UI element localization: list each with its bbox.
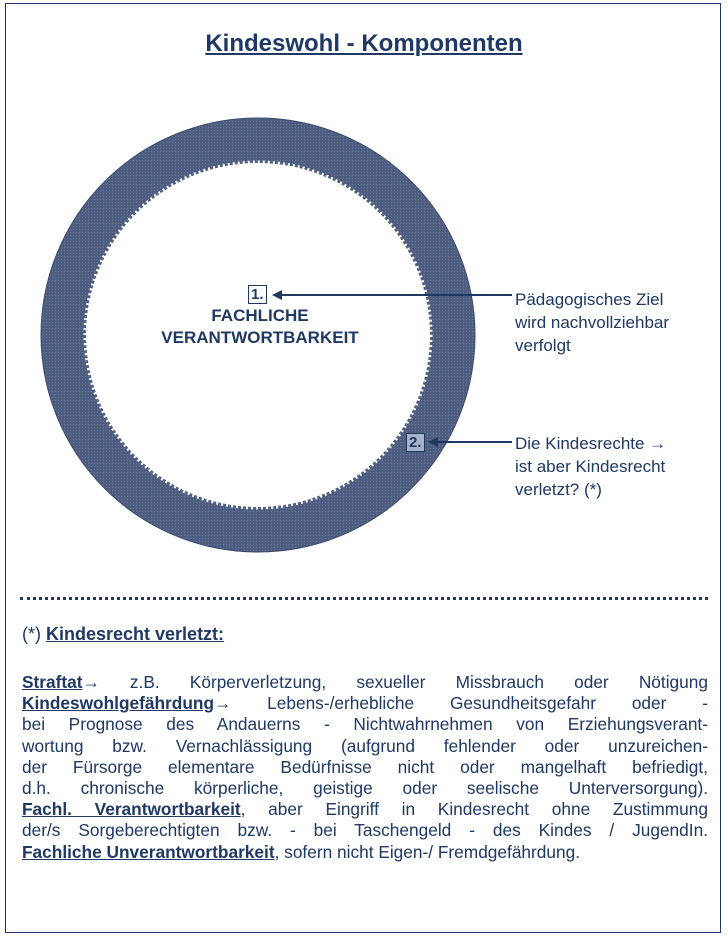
center-label-line1: FACHLICHE	[211, 306, 309, 325]
term-fachliche-unverantwortbarkeit: Fachliche Unverantwortbarkeit	[22, 841, 275, 862]
text-line-5: der Fürsorge elementare Bedürfnisse nicht oder mangelhaft befriedigt,	[22, 756, 708, 777]
center-label-line2: VERANTWORTBARKEIT	[161, 328, 359, 347]
page-title: Kindeswohl - Komponenten	[205, 30, 523, 57]
center-badge: 1.	[248, 285, 267, 304]
term-straftat: Straftat	[22, 672, 83, 692]
annotation-2-line2: ist aber Kindesrecht	[515, 457, 666, 476]
definition-fachliche-unverantwortbarkeit-text: , sofern nicht Eigen-/ Fremdgefährdung.	[274, 841, 581, 862]
annotation-kindesrechte	[515, 432, 666, 501]
annotation-2-line1: Die Kindesrechte →	[515, 434, 667, 453]
footnote-prefix: (*)	[22, 624, 46, 644]
definition-kindeswohlgefaehrdung	[22, 693, 708, 714]
annotation-2-line3: verletzt? (*)	[515, 480, 602, 499]
annotation-1-line1: Pädagogisches Ziel	[515, 290, 664, 309]
dotted-divider	[20, 597, 708, 600]
text-line-3: bei Prognose des Andauerns - Nichtwahrnehmen von Erziehungsverant-	[22, 714, 708, 735]
annotation-1-line3: verfolgt	[515, 336, 571, 355]
definition-fachl-verantwortbarkeit-text: , aber Eingriff in Kindesrecht ohne Zustimmung	[240, 799, 708, 820]
ring-badge: 2.	[406, 433, 425, 452]
definition-straftat-text: → z.B. Körperverletzung, sexueller Missbrauch oder Nötigung	[82, 672, 708, 692]
definition-kindeswohlgefaehrdung-text: → Lebens-/erhebliche Gesundheitsgefahr oder -	[214, 693, 708, 714]
text-line-6: d.h. chronische körperliche, geistige oder seelische Unterversorgung).	[22, 778, 708, 799]
center-label	[130, 305, 390, 349]
definition-fachl-verantwortbarkeit	[22, 799, 708, 820]
text-line-8: der/s Sorgeberechtigten bzw. - bei Taschengeld - des Kindes / JugendIn.	[22, 820, 708, 841]
term-fachl-verantwortbarkeit: Fachl. Verantwortbarkeit	[22, 799, 241, 820]
definition-straftat	[22, 672, 708, 693]
term-kindeswohlgefaehrdung: Kindeswohlgefährdung	[22, 693, 215, 714]
footnote-heading-text: Kindesrecht verletzt:	[46, 624, 225, 644]
definition-fachliche-unverantwortbarkeit	[22, 842, 708, 863]
annotation-paedagogisches-ziel	[515, 288, 669, 357]
text-line-4: wortung bzw. Vernachlässigung (aufgrund fehlender oder unzureichen-	[22, 735, 708, 756]
definitions-text	[22, 672, 708, 863]
footnote-heading	[22, 624, 224, 645]
annotation-1-line2: wird nachvollziehbar	[515, 313, 670, 332]
